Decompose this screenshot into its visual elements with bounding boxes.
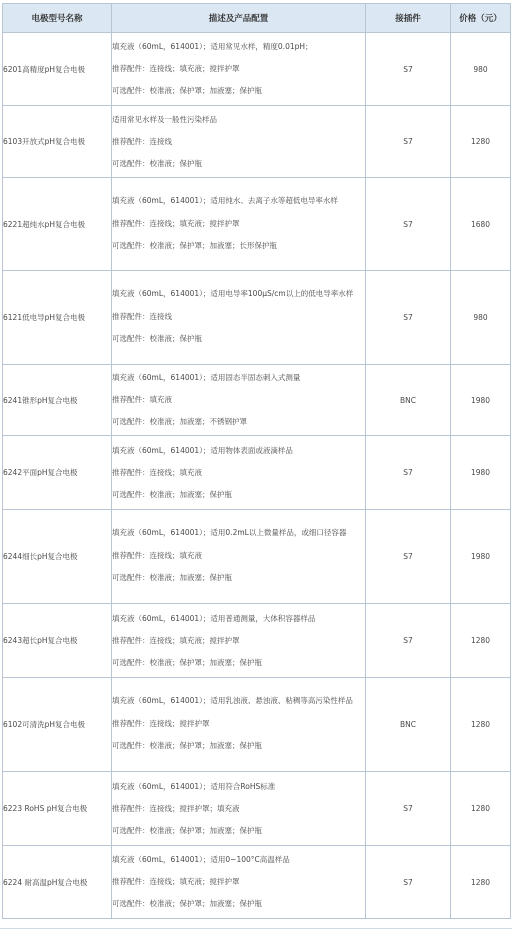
price-value: 1280 [451,772,511,846]
electrode-model-name: 6102可清洗pH复合电极 [3,678,112,772]
electrode-model-name: 6243超长pH复合电极 [3,604,112,678]
bottom-rule [0,928,512,929]
description-cell [112,604,366,678]
connector-type: S7 [366,436,451,510]
electrode-model-name: 6242平面pH复合电极 [3,436,112,510]
price-value: 1280 [451,604,511,678]
description-line: 填充液（60mL，614001）；适用常见水样，精度0.01pH； [112,42,313,51]
connector-type: S7 [366,178,451,271]
connector-type: S7 [366,846,451,919]
connector-type: S7 [366,33,451,106]
table-row [3,33,511,106]
description-cell [112,436,366,510]
description-cell [112,365,366,436]
price-value: 1680 [451,178,511,271]
recommended-accessories: 推荐配件：连接线 [112,136,172,146]
optional-accessories: 可选配件：校准液；保护罩；加液塞；保护瓶 [112,86,262,95]
electrode-model-name: 6244细长pH复合电极 [3,510,112,604]
recommended-accessories: 推荐配件：连接线 [112,312,172,321]
description-cell [112,772,366,846]
product-table [2,3,511,919]
price-value: 1280 [451,106,511,178]
table-row [3,772,511,846]
optional-accessories: 可选配件：校准液；保护罩；加液塞；保护瓶 [112,899,262,908]
electrode-model-name: 6201高精度pH复合电极 [3,33,112,106]
header-model: 电极型号名称 [3,4,112,33]
description-line: 填充液（60mL，614001）；适用电导率100μS/cm以上的低电导率水样 [112,289,354,298]
optional-accessories: 可选配件：校准液；加液塞；保护瓶 [112,489,232,499]
optional-accessories: 可选配件：校准液；加液塞；不锈钢护罩 [112,417,247,426]
table-row [3,106,511,178]
optional-accessories: 可选配件：校准液；保护罩；加液塞；保护瓶 [112,657,262,667]
price-value: 1280 [451,846,511,919]
connector-type: S7 [366,772,451,846]
recommended-accessories: 推荐配件：连接线；填充液；搅拌护罩 [112,64,240,73]
price-value: 980 [451,271,511,365]
connector-type: S7 [366,510,451,604]
description-line: 填充液（60mL，614001）；适用0~100°C高温样品 [112,855,290,864]
optional-accessories: 可选配件：校准液；加液塞；保护瓶 [112,573,232,582]
table-row [3,436,511,510]
description-cell [112,178,366,271]
optional-accessories: 可选配件：校准液；保护罩；加液塞；保护瓶 [112,825,262,835]
description-cell [112,33,366,106]
header-connector: 接插件 [366,4,451,33]
recommended-accessories: 推荐配件：连接线；搅拌护罩；填充液 [112,803,240,813]
recommended-accessories: 推荐配件：填充液 [112,395,172,404]
electrode-model-name: 6223 RoHS pH复合电极 [3,772,112,846]
electrode-model-name: 6221超纯水pH复合电极 [3,178,112,271]
price-value: 1980 [451,365,511,436]
electrode-model-name: 6241锥形pH复合电极 [3,365,112,436]
description-line: 填充液（60mL，614001）；适用0.2mL以上微量样品，或细口径容器 [112,528,347,537]
description-line: 填充液（60mL，614001）；适用乳浊液、悬浊液、粘稠等高污染性样品 [112,696,353,705]
description-cell [112,846,366,919]
recommended-accessories: 推荐配件：连接线；填充液 [112,551,202,560]
connector-type: S7 [366,271,451,365]
description-line: 填充液（60mL，614001）；适用固态半固态刺入式测量 [112,373,301,382]
recommended-accessories: 推荐配件：连接线；填充液；搅拌护罩 [112,635,240,645]
connector-type: S7 [366,106,451,178]
header-description: 描述及产品配置 [112,4,366,33]
table-row [3,365,511,436]
price-value: 1980 [451,436,511,510]
table-row [3,271,511,365]
table-header-row [3,4,511,33]
recommended-accessories: 推荐配件：连接线；填充液；搅拌护罩 [112,218,240,228]
description-line: 填充液（60mL，614001）；适用物体表面或液滴样品 [112,445,293,455]
recommended-accessories: 推荐配件：连接线；填充液 [112,467,202,477]
description-line: 填充液（60mL，614001）；适用普通测量，大体积容器样品 [112,613,316,623]
optional-accessories: 可选配件：校准液；保护瓶 [112,158,202,168]
table-row [3,604,511,678]
price-value: 980 [451,33,511,106]
table-row [3,178,511,271]
description-cell [112,678,366,772]
optional-accessories: 可选配件：校准液；保护罩；加液塞；保护瓶 [112,741,262,750]
price-value: 1980 [451,510,511,604]
connector-type: BNC [366,365,451,436]
electrode-model-name: 6103开放式pH复合电极 [3,106,112,178]
table-row [3,678,511,772]
connector-type: S7 [366,604,451,678]
electrode-model-name: 6121低电导pH复合电极 [3,271,112,365]
optional-accessories: 可选配件：校准液；保护瓶 [112,334,202,343]
description-line: 填充液（60mL，614001）；适用符合RoHS标准 [112,781,276,791]
description-cell [112,510,366,604]
header-price: 价格（元） [451,4,511,33]
recommended-accessories: 推荐配件：连接线；搅拌护罩 [112,719,210,728]
optional-accessories: 可选配件：校准液；保护罩；加液塞；长形保护瓶 [112,240,277,250]
connector-type: BNC [366,678,451,772]
description-line: 填充液（60mL，614001）；适用纯水、去离子水等超低电导率水样 [112,195,338,205]
description-cell [112,106,366,178]
table-row [3,846,511,919]
description-cell [112,271,366,365]
electrode-model-name: 6224 耐高温pH复合电极 [3,846,112,919]
recommended-accessories: 推荐配件：连接线；填充液；搅拌护罩 [112,877,240,886]
price-value: 1280 [451,678,511,772]
description-line: 适用常见水样及一般性污染样品 [112,114,217,124]
table-row [3,510,511,604]
